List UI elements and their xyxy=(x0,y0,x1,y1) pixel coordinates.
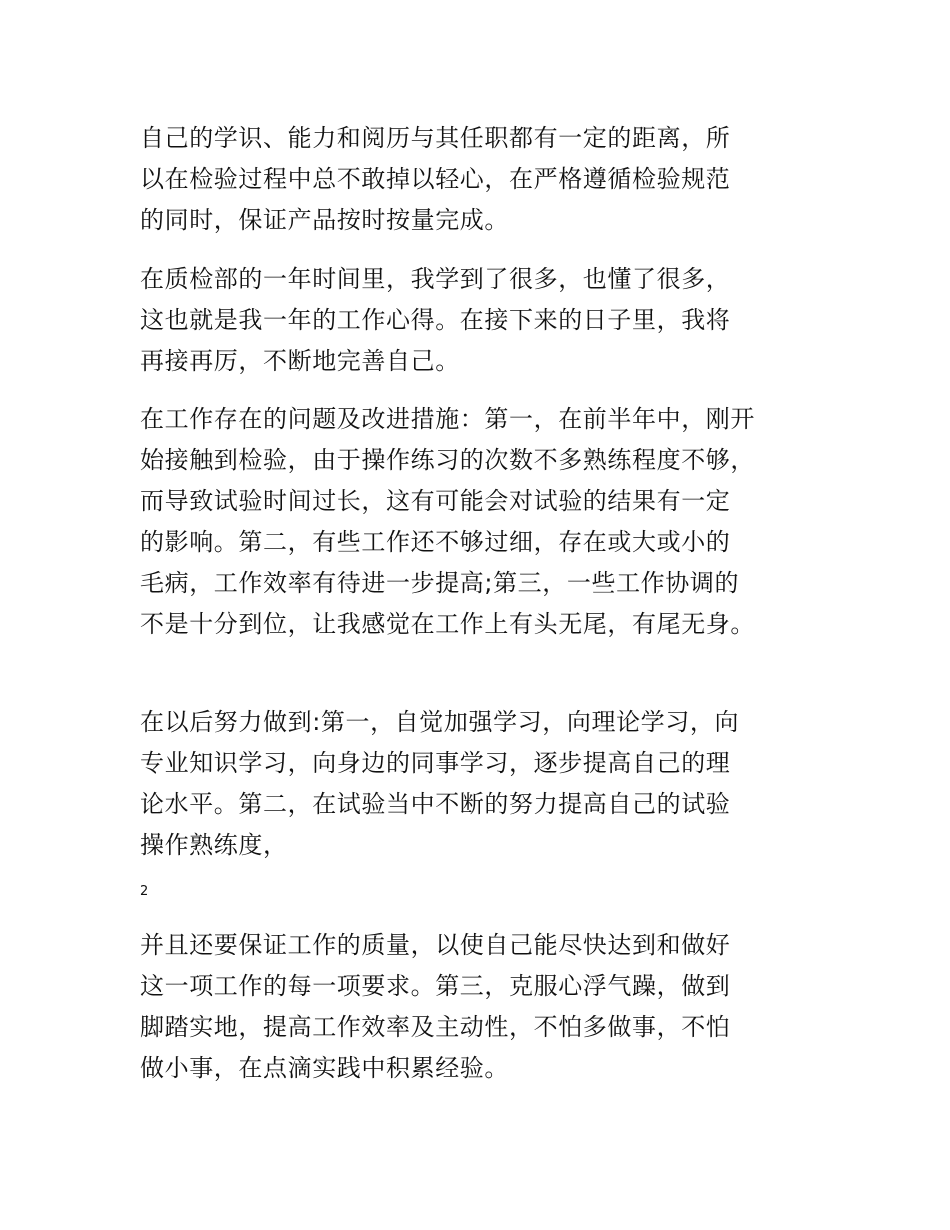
paragraph-line: 不是十分到位，让我感觉在工作上有头无尾，有尾无身。 xyxy=(140,610,755,638)
paragraph-line: 在工作存在的问题及改进措施：第一，在前半年中，刚开 xyxy=(140,405,755,433)
paragraph-4 xyxy=(140,702,830,866)
paragraph-5 xyxy=(140,925,830,1089)
paragraph-line: 的影响。第二，有些工作还不够过细，存在或大或小的 xyxy=(140,528,731,556)
paragraph-line: 这一项工作的每一项要求。第三，克服心浮气躁，做到 xyxy=(140,972,731,1000)
paragraph-line: 以在检验过程中总不敢掉以轻心，在严格遵循检验规范 xyxy=(140,165,731,193)
paragraph-line: 毛病，工作效率有待进一步提高;第三，一些工作协调的 xyxy=(140,569,740,597)
paragraph-line: 再接再厉，不断地完善自己。 xyxy=(140,347,460,375)
paragraph-line: 在以后努力做到:第一，自觉加强学习，向理论学习，向 xyxy=(140,708,740,736)
paragraph-line: 而导致试验时间过长，这有可能会对试验的结果有一定 xyxy=(140,487,731,515)
paragraph-line: 脚踏实地，提高工作效率及主动性，不怕多做事，不怕 xyxy=(140,1013,731,1041)
paragraph-line: 自己的学识、能力和阅历与其任职都有一定的距离，所 xyxy=(140,124,731,152)
paragraph-1 xyxy=(140,118,830,241)
paragraph-line: 并且还要保证工作的质量，以使自己能尽快达到和做好 xyxy=(140,931,731,959)
page-number: 2 xyxy=(140,884,149,899)
paragraph-line: 操作熟练度， xyxy=(140,831,288,859)
paragraph-2 xyxy=(140,259,830,382)
paragraph-line: 这也就是我一年的工作心得。在接下来的日子里，我将 xyxy=(140,306,731,334)
paragraph-line: 在质检部的一年时间里，我学到了很多，也懂了很多， xyxy=(140,265,731,293)
paragraph-3 xyxy=(140,399,830,645)
paragraph-line: 论水平。第二，在试验当中不断的努力提高自己的试验 xyxy=(140,790,731,818)
paragraph-line: 专业知识学习，向身边的同事学习，逐步提高自己的理 xyxy=(140,749,731,777)
paragraph-line: 做小事，在点滴实践中积累经验。 xyxy=(140,1054,509,1082)
paragraph-line: 的同时，保证产品按时按量完成。 xyxy=(140,206,509,234)
paragraph-line: 始接触到检验，由于操作练习的次数不多熟练程度不够， xyxy=(140,446,755,474)
